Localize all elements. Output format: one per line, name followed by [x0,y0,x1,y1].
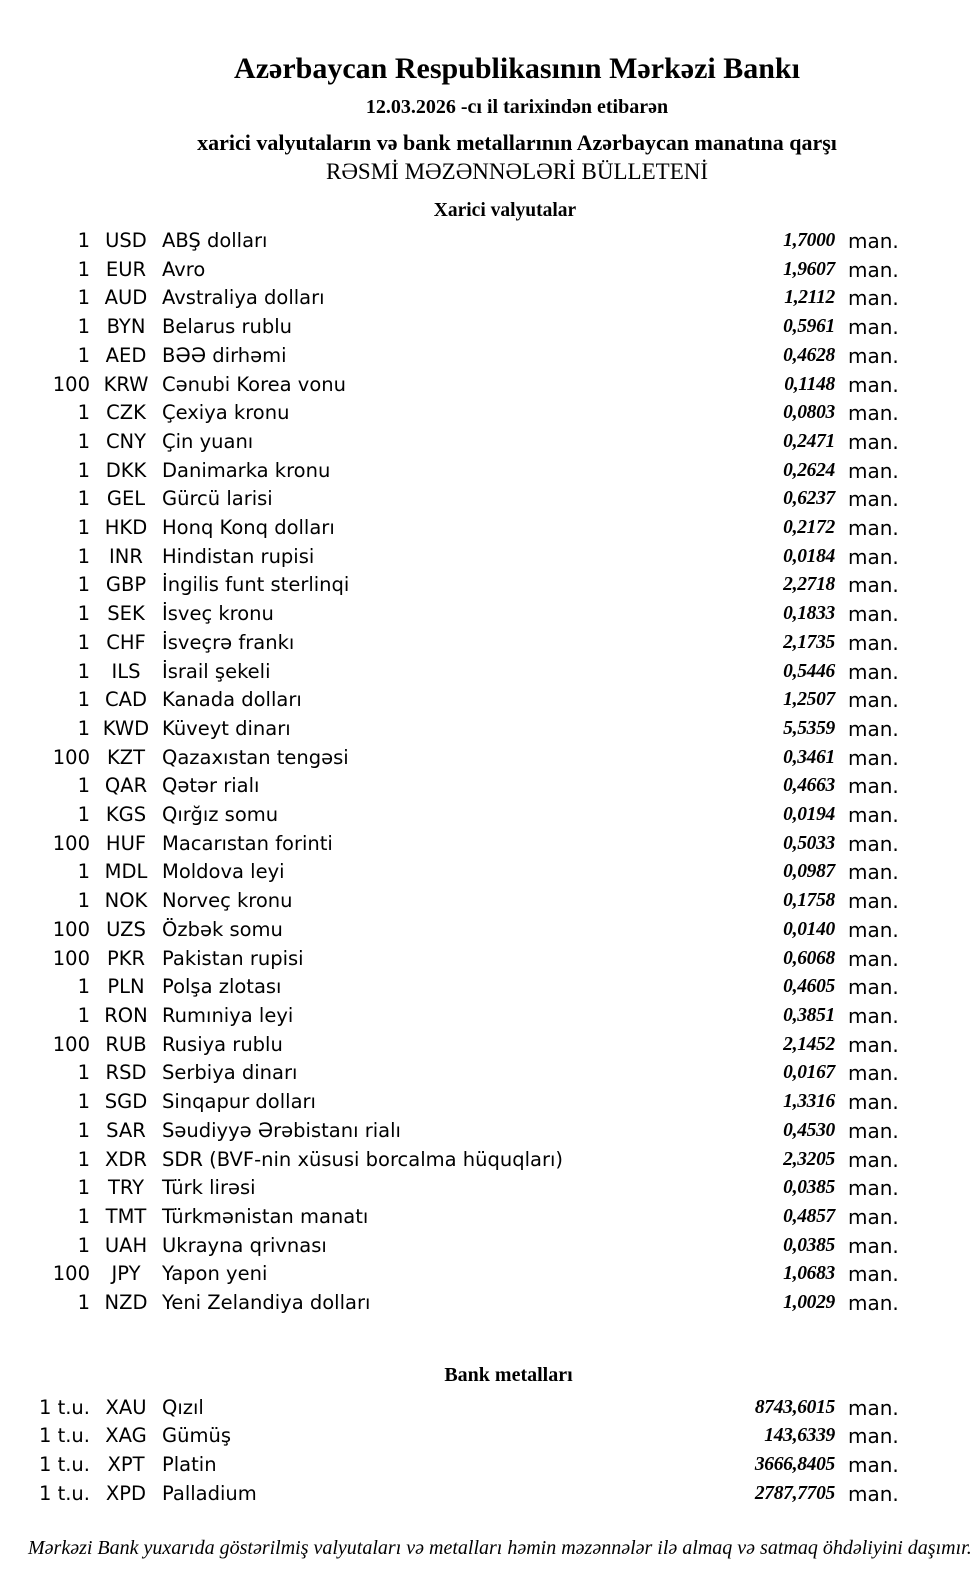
currency-code-cell: USD [105,229,147,252]
rate-value-cell: 0,2172 [783,517,835,539]
amount-cell: 1 t.u. [38,1395,90,1419]
rate-value-cell: 1,7000 [783,230,835,251]
unit-label-cell: man. [848,688,899,713]
currency-name-cell: Belarus rublu [162,315,293,339]
amount-cell: 1 [77,429,90,453]
amount-cell: 1 [77,602,90,626]
rate-value-cell: 0,2471 [783,430,835,452]
currency-code-cell: KRW [103,372,149,396]
currency-code-cell: XAG [105,1424,147,1448]
amount-cell: 1 [77,659,90,683]
currency-row [0,313,972,342]
unit-label-cell: man. [848,1118,899,1143]
currency-code-cell: RSD [105,1061,147,1085]
rate-value-cell: 0,1758 [783,890,835,912]
rate-value-cell: 0,6068 [783,947,835,969]
rate-value-cell: 5,5359 [783,717,835,739]
amount-cell: 1 [77,774,90,798]
currency-name-cell: Çexiya kronu [162,401,290,425]
currency-name-cell: Qətər rialı [162,774,260,798]
currency-code-cell: GBP [105,573,147,597]
currency-name-cell: Küveyt dinarı [162,716,291,740]
unit-label-cell: man. [848,1147,899,1172]
rate-value-cell: 2,1735 [783,631,835,653]
currency-name-cell: Pakistan rupisi [162,946,304,970]
currency-code-cell: CNY [105,429,147,453]
currency-code-cell: GEL [106,487,146,511]
currency-name-cell: Özbək somu [162,917,283,941]
currency-name-cell: SDR (BVF-nin xüsusi borcalma hüquqları) [162,1147,564,1171]
currency-name-cell: Türk lirəsi [162,1176,256,1200]
amount-cell: 100 [52,917,90,941]
unit-label-cell: man. [848,544,899,569]
amount-cell: 1 t.u. [38,1481,90,1505]
rate-value-cell: 1,2507 [783,689,835,711]
currency-name-cell: Polşa zlotası [162,975,282,999]
rate-value-cell: 0,5033 [783,832,835,854]
amount-cell: 1 [77,544,90,568]
rate-value-cell: 143,6339 [764,1425,835,1447]
currency-name-cell: İsveçrə frankı [162,630,295,654]
unit-label-cell: man. [848,716,899,741]
currency-code-cell: MDL [104,860,148,884]
disclaimer-text: Mərkəzi Bank yuxarıda göstərilmiş valyutaları və metalları həmin məzənnələr ilə almaq və satmaq öhdəliyini daşımır. [28,1536,972,1559]
rate-value-cell: 0,2624 [783,459,835,481]
currencies-section-heading: Xarici valyutalar [433,200,577,221]
currency-name-cell: Platin [162,1453,217,1477]
currency-row [0,715,972,744]
unit-label-cell: man. [848,1291,899,1316]
currency-row [0,514,972,543]
rate-value-cell: 2,3205 [783,1148,835,1170]
unit-label-cell: man. [848,803,899,828]
unit-label-cell: man. [848,516,899,541]
amount-cell: 100 [52,946,90,970]
currency-code-cell: HKD [104,516,148,540]
unit-label-cell: man. [848,372,899,397]
currency-name-cell: Qırğız somu [162,803,279,827]
unit-label-cell: man. [848,343,899,368]
amount-cell: 1 [77,1233,90,1257]
currency-row [0,1232,972,1261]
currency-row [0,830,972,859]
currency-row [0,284,972,313]
currency-row [0,658,972,687]
currency-row [0,1260,972,1289]
currency-code-cell: KZT [106,745,146,769]
unit-label-cell: man. [848,975,899,1000]
unit-label-cell: man. [848,1204,899,1229]
currency-code-cell: KWD [102,716,150,740]
unit-label-cell: man. [848,229,899,253]
currency-name-cell: Səudiyyə Ərəbistanı rialı [162,1118,401,1142]
currency-row [0,1289,972,1318]
currency-row [0,1146,972,1175]
rate-value-cell: 0,0140 [783,918,835,940]
amount-cell: 1 [77,229,90,252]
currency-row [0,227,972,256]
currency-name-cell: Macarıstan forinti [162,831,333,855]
currency-name-cell: İsrail şekeli [162,659,271,683]
rate-value-cell: 0,0803 [783,402,835,424]
amount-cell: 1 [77,889,90,913]
currency-name-cell: Palladium [162,1481,257,1505]
rate-value-cell: 0,4663 [783,775,835,797]
currency-name-cell: Hindistan rupisi [162,544,315,568]
unit-label-cell: man. [848,1453,899,1478]
currency-code-cell: TMT [105,1204,147,1228]
currency-row [0,629,972,658]
currency-name-cell: Avro [162,257,206,281]
rate-value-cell: 0,5446 [783,660,835,682]
amount-cell: 1 [77,286,90,310]
currency-name-cell: BƏƏ dirhəmi [162,343,287,367]
document-header [0,0,972,185]
rate-value-cell: 0,6237 [783,488,835,510]
amount-cell: 1 [77,487,90,511]
unit-label-cell: man. [848,889,899,914]
currency-row [0,858,972,887]
amount-cell: 1 [77,458,90,482]
currency-code-cell: XPD [105,1481,147,1505]
currency-row [0,916,972,945]
currency-name-cell: Rumıniya leyi [162,1003,294,1027]
rate-value-cell: 1,9607 [783,258,835,280]
currency-row [0,744,972,773]
rate-value-cell: 0,4530 [783,1119,835,1141]
currency-name-cell: Rusiya rublu [162,1032,283,1056]
unit-label-cell: man. [848,1090,899,1115]
amount-cell: 1 t.u. [38,1424,90,1448]
currency-code-cell: NZD [104,1291,148,1315]
rate-value-cell: 0,0385 [783,1177,835,1199]
currency-name-cell: Sinqapur dolları [162,1090,316,1114]
currency-code-cell: QAR [104,774,148,798]
amount-cell: 100 [52,831,90,855]
currency-name-cell: Gürcü larisi [162,487,273,511]
rate-value-cell: 1,2112 [784,287,835,309]
currency-code-cell: AUD [104,286,148,310]
currency-row [0,485,972,514]
currency-name-cell: Yeni Zelandiya dolları [162,1291,371,1315]
currency-row [0,1203,972,1232]
currency-name-cell: Ukrayna qrivnası [162,1233,327,1257]
amount-cell: 1 [77,688,90,712]
currency-code-cell: AED [105,343,147,367]
unit-label-cell: man. [848,1061,899,1086]
amount-cell: 100 [52,1032,90,1056]
amount-cell: 1 [77,1176,90,1200]
rate-value-cell: 1,3316 [783,1091,835,1113]
amount-cell: 1 [77,315,90,339]
rate-value-cell: 0,1148 [784,373,835,395]
amount-cell: 1 [77,1147,90,1171]
amount-cell: 1 [77,1118,90,1142]
currency-code-cell: RON [104,1003,148,1027]
amount-cell: 100 [52,1262,90,1286]
currency-name-cell: Avstraliya dolları [162,286,325,310]
unit-label-cell: man. [848,946,899,971]
currency-row [0,457,972,486]
currency-name-cell: Qazaxıstan tengəsi [162,745,349,769]
currency-name-cell: Norveç kronu [162,889,293,913]
currency-code-cell: TRY [107,1176,145,1200]
amount-cell: 1 [77,573,90,597]
amount-cell: 1 [77,1090,90,1114]
currency-name-cell: Serbiya dinarı [162,1061,298,1085]
amount-cell: 1 [77,401,90,425]
unit-label-cell: man. [848,257,899,282]
currency-row [0,600,972,629]
effective-date-line: 12.03.2026 -cı il tarixindən etibarən [365,96,669,118]
currency-name-cell: Kanada dolları [162,688,302,712]
unit-label-cell: man. [848,315,899,340]
rate-value-cell: 0,4857 [783,1205,835,1227]
unit-label-cell: man. [848,573,899,598]
rate-value-cell: 8743,6015 [754,1396,835,1418]
currency-code-cell: BYN [106,315,146,339]
currency-code-cell: SEK [107,602,145,626]
currency-code-cell: KGS [105,803,147,827]
currency-code-cell: CAD [105,688,147,712]
amount-cell: 1 [77,1003,90,1027]
rate-value-cell: 0,0194 [783,804,835,826]
metal-row [0,1394,972,1423]
currency-name-cell: Gümüş [162,1424,231,1448]
currency-code-cell: XAU [105,1395,147,1419]
currency-row [0,399,972,428]
amount-cell: 1 [77,516,90,540]
unit-label-cell: man. [848,917,899,942]
currency-row [0,571,972,600]
unit-label-cell: man. [848,429,899,454]
currency-code-cell: CHF [106,630,146,654]
amount-cell: 1 [77,716,90,740]
currency-code-cell: HUF [105,831,147,855]
amount-cell: 1 [77,1204,90,1228]
currency-row [0,543,972,572]
currency-row [0,801,972,830]
rate-value-cell: 1,0029 [783,1292,835,1314]
unit-label-cell: man. [848,1233,899,1258]
unit-label-cell: man. [848,487,899,512]
currency-row [0,1002,972,1031]
metals-section-heading: Bank metalları [444,1363,573,1386]
currency-name-cell: Çin yuanı [162,429,254,453]
amount-cell: 100 [52,372,90,396]
rate-value-cell: 0,0184 [783,545,835,567]
currency-name-cell: Danimarka kronu [162,458,331,482]
currency-name-cell: Moldova leyi [162,860,285,884]
currency-code-cell: UZS [106,917,146,941]
currency-row [0,772,972,801]
currency-name-cell: Qızıl [162,1395,204,1419]
currency-code-cell: DKK [105,458,147,482]
currency-row [0,973,972,1002]
currency-code-cell: SGD [104,1090,148,1114]
currency-code-cell: INR [109,544,143,568]
currency-row [0,1117,972,1146]
unit-label-cell: man. [848,1176,899,1201]
currency-row [0,887,972,916]
currency-code-cell: XDR [105,1147,147,1171]
currency-row [0,1174,972,1203]
bulletin-title: RƏSMİ MƏZƏNNƏLƏRİ BÜLLETENİ [325,159,709,184]
currency-code-cell: SAR [106,1118,146,1142]
rate-value-cell: 0,5961 [783,316,835,338]
currency-row [0,686,972,715]
bank-title: Azərbaycan Respublikasının Mərkəzi Bankı [234,52,800,85]
rate-value-cell: 2787,7705 [754,1482,835,1504]
unit-label-cell: man. [848,401,899,426]
amount-cell: 1 [77,1291,90,1315]
currency-name-cell: Türkmənistan manatı [162,1204,369,1228]
currency-code-cell: CZK [106,401,146,425]
metal-row [0,1480,972,1509]
amount-cell: 1 [77,1061,90,1085]
amount-cell: 1 [77,257,90,281]
unit-label-cell: man. [848,1003,899,1028]
amount-cell: 1 [77,630,90,654]
unit-label-cell: man. [848,1262,899,1287]
amount-cell: 1 [77,803,90,827]
rate-value-cell: 0,0385 [783,1234,835,1256]
currency-row [0,428,972,457]
rate-value-cell: 0,3461 [783,746,835,768]
amount-cell: 1 [77,975,90,999]
currency-row [0,1088,972,1117]
rate-value-cell: 2,1452 [783,1033,835,1055]
currency-name-cell: İngilis funt sterlinqi [162,573,350,597]
unit-label-cell: man. [848,458,899,483]
rate-value-cell: 3666,8405 [754,1454,835,1476]
currency-row [0,371,972,400]
currency-code-cell: EUR [105,257,147,281]
currency-code-cell: PKR [106,946,146,970]
currency-code-cell: NOK [104,889,148,913]
rate-value-cell: 0,0167 [783,1062,835,1084]
unit-label-cell: man. [848,630,899,655]
unit-label-cell: man. [848,286,899,311]
rate-value-cell: 0,1833 [783,603,835,625]
unit-label-cell: man. [848,831,899,856]
rate-value-cell: 0,4605 [783,976,835,998]
unit-label-cell: man. [848,774,899,799]
currency-name-cell: İsveç kronu [162,602,274,626]
unit-label-cell: man. [848,745,899,770]
currency-row [0,1059,972,1088]
bulletin-subtitle: xarici valyutaların və bank metallarının Azərbaycan manatına qarşı [197,130,837,155]
rate-value-cell: 0,3851 [783,1004,835,1026]
currency-code-cell: RUB [105,1032,147,1056]
unit-label-cell: man. [848,1395,899,1420]
unit-label-cell: man. [848,1032,899,1057]
amount-cell: 100 [52,745,90,769]
amount-cell: 1 [77,860,90,884]
unit-label-cell: man. [848,602,899,627]
currency-code-cell: PLN [107,975,145,999]
currency-name-cell: Cənubi Korea vonu [162,372,346,396]
currency-row [0,945,972,974]
currency-code-cell: ILS [111,659,141,683]
amount-cell: 1 [77,343,90,367]
currency-code-cell: UAH [104,1233,148,1257]
currency-name-cell: Honq Konq dolları [162,516,335,540]
currency-row [0,1031,972,1060]
unit-label-cell: man. [848,659,899,684]
currency-row [0,342,972,371]
currency-name-cell: Yapon yeni [162,1262,268,1286]
amount-cell: 1 t.u. [38,1453,90,1477]
rate-value-cell: 0,0987 [783,861,835,883]
rate-value-cell: 0,4628 [783,344,835,366]
currency-name-cell: ABŞ dolları [162,229,268,252]
currency-code-cell: XPT [107,1453,145,1477]
rate-value-cell: 1,0683 [783,1263,835,1285]
currency-code-cell: JPY [111,1262,141,1286]
metal-row [0,1451,972,1480]
unit-label-cell: man. [848,1424,899,1449]
unit-label-cell: man. [848,860,899,885]
currencies-table [0,227,972,1318]
currency-row [0,256,972,285]
unit-label-cell: man. [848,1481,899,1506]
metals-table [0,1394,972,1509]
rate-value-cell: 2,2718 [783,574,835,596]
metal-row [0,1422,972,1451]
